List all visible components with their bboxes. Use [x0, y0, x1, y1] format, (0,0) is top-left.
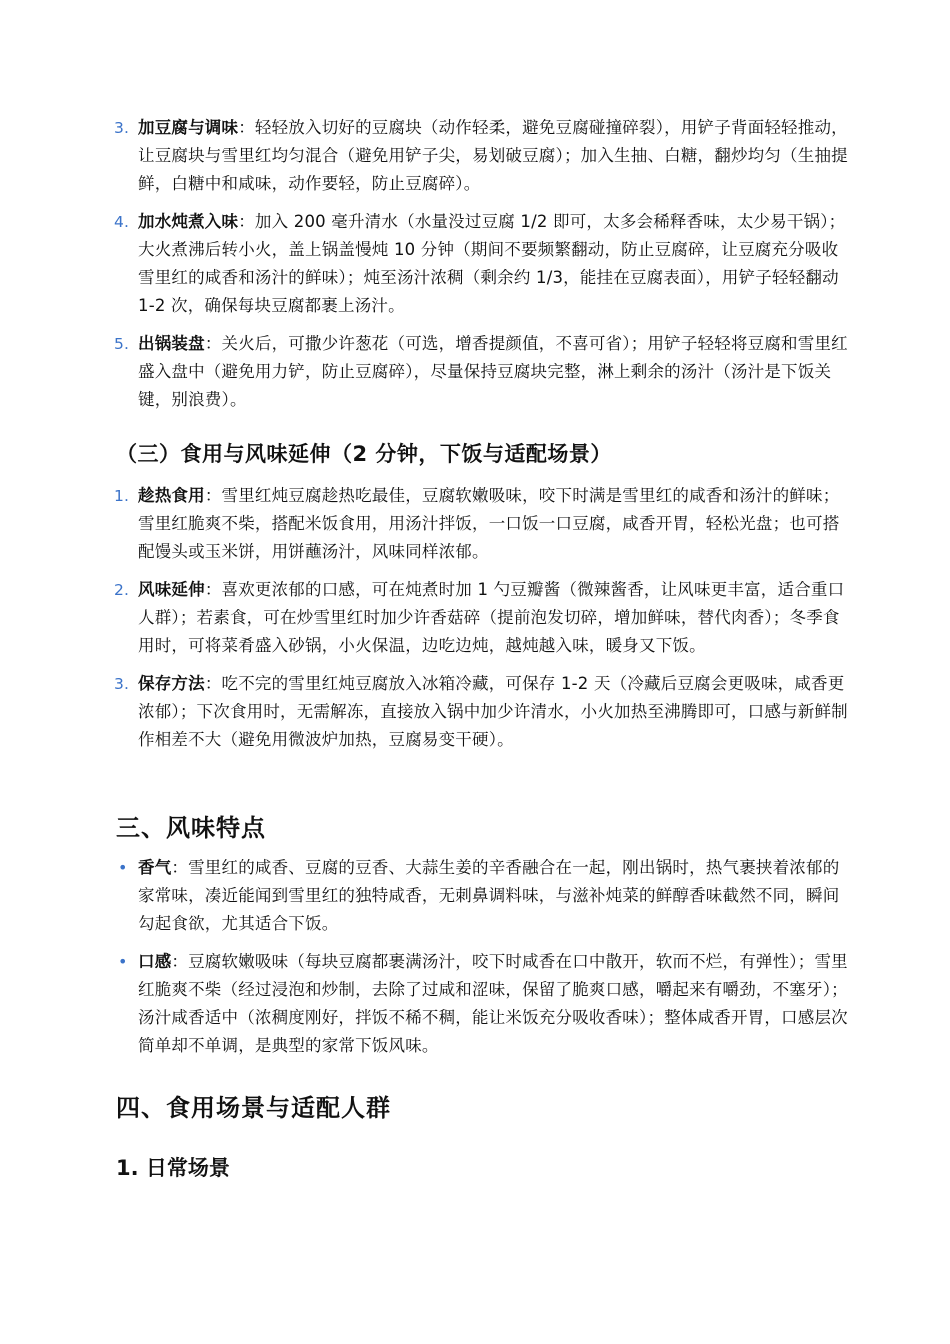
list-item: [0, 114, 950, 198]
list-number: 4.: [114, 213, 130, 231]
subsection-heading-daily: 1. 日常场景: [116, 1156, 230, 1180]
section-heading-flavor: 三、风味特点: [116, 814, 266, 842]
item-title: 口感: [138, 952, 172, 971]
item-title: 趁热食用: [138, 486, 205, 505]
item-text: ：关火后，可撒少许葱花（可选，增香提颜值，不喜可省）；用铲子轻轻将豆腐和雪里红盛入盘中（避免用力铲，防止豆腐碎），尽量保持豆腐块完整，淋上剩余的汤汁（汤汁是下饭关键，别浪费）。: [138, 334, 848, 409]
list-item: [0, 670, 950, 754]
list-number: 5.: [114, 335, 130, 353]
item-text: ：轻轻放入切好的豆腐块（动作轻柔，避免豆腐碰撞碎裂），用铲子背面轻轻推动，让豆腐块与雪里红均匀混合（避免用铲子尖，易划破豆腐）；加入生抽、白糖，翻炒均匀（生抽提鲜，白糖中和咸味，动作要轻，防止豆腐碎）。: [138, 118, 848, 193]
list-item: [0, 854, 950, 938]
item-text: ：雪里红的咸香、豆腐的豆香、大蒜生姜的辛香融合在一起，刚出锅时，热气裹挟着浓郁的家常味，凑近能闻到雪里红的独特咸香，无刺鼻调料味，与滋补炖菜的鲜醇香味截然不同，瞬间勾起食欲，尤其适合下饭。: [138, 858, 840, 933]
item-title: 加水炖煮入味: [138, 212, 239, 231]
list-item: [0, 330, 950, 414]
bullet-icon: •: [118, 952, 128, 971]
list-item: [0, 482, 950, 566]
item-text: ：雪里红炖豆腐趁热吃最佳，豆腐软嫩吸味，咬下时满是雪里红的咸香和汤汁的鲜味；雪里红脆爽不柴，搭配米饭食用，用汤汁拌饭，一口饭一口豆腐，咸香开胃，轻松光盘；也可搭配馒头或玉米饼，用饼蘸汤汁，风味同样浓郁。: [138, 486, 840, 561]
eating-section: [0, 482, 950, 754]
cooking-steps-section: [0, 114, 950, 414]
item-title: 加豆腐与调味: [138, 118, 239, 137]
item-text: ：吃不完的雪里红炖豆腐放入冰箱冷藏，可保存 1-2 天（冷藏后豆腐会更吸味，咸香更浓郁）；下次食用时，无需解冻，直接放入锅中加少许清水，小火加热至沸腾即可，口感与新鲜制作相差不大（避免用微波炉加热，豆腐易变干硬）。: [138, 674, 848, 749]
list-item: [0, 208, 950, 320]
list-number: 3.: [114, 119, 130, 137]
list-number: 1.: [114, 487, 130, 505]
item-text: ：豆腐软嫩吸味（每块豆腐都裹满汤汁，咬下时咸香在口中散开，软而不烂，有弹性）；雪里红脆爽不柴（经过浸泡和炒制，去除了过咸和涩味，保留了脆爽口感，嚼起来有嚼劲，不塞牙）；汤汁咸香适中（浓稠度刚好，拌饭不稀不稠，能让米饭充分吸收香味）；整体咸香开胃，口感层次简单却不单调，是典型的家常下饭风味。: [138, 952, 848, 1055]
item-title: 出锅装盘: [138, 334, 205, 353]
list-item: [0, 948, 950, 1060]
list-number: 3.: [114, 675, 130, 693]
bullet-icon: •: [118, 858, 128, 877]
item-title: 保存方法: [138, 674, 205, 693]
cooking-steps-list: [0, 114, 950, 414]
list-number: 2.: [114, 581, 130, 599]
item-title: 风味延伸: [138, 580, 205, 599]
subsection-heading: （三）食用与风味延伸（2 分钟，下饭与适配场景）: [116, 442, 612, 466]
item-text: ：喜欢更浓郁的口感，可在炖煮时加 1 勺豆瓣酱（微辣酱香，让风味更丰富，适合重口人群）；若素食，可在炒雪里红时加少许香菇碎（提前泡发切碎，增加鲜味，替代肉香）；冬季食用时，可将菜肴盛入砂锅，小火保温，边吃边炖，越炖越入味，暖身又下饭。: [138, 580, 845, 655]
item-text: ：加入 200 毫升清水（水量没过豆腐 1/2 即可，太多会稀释香味，太少易干锅）；大火煮沸后转小火，盖上锅盖慢炖 10 分钟（期间不要频繁翻动，防止豆腐碎，让豆腐充分吸收雪里红的咸香和汤汁的鲜味）；炖至汤汁浓稠（剩余约 1/3，能挂在豆腐表面），用铲子轻轻翻动 1-2 次，确保每块豆腐都裹上汤汁。: [138, 212, 846, 315]
flavor-list: [0, 854, 950, 1060]
list-item: [0, 576, 950, 660]
section-heading-scene: 四、食用场景与适配人群: [116, 1094, 391, 1122]
item-title: 香气: [138, 858, 172, 877]
eating-list: [0, 482, 950, 754]
flavor-section: [0, 854, 950, 1060]
